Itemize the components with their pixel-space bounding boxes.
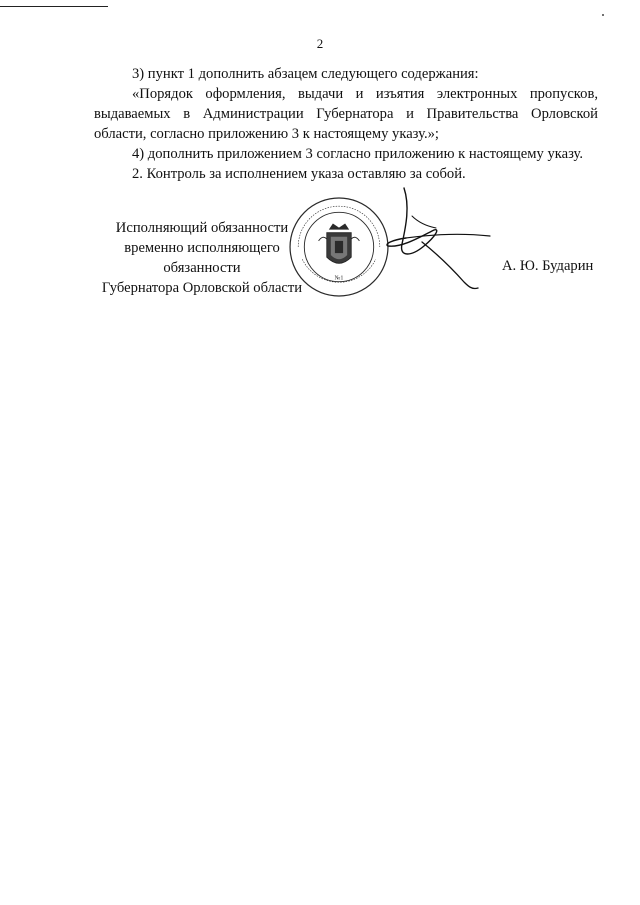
official-seal-stamp	[288, 196, 390, 298]
quoted-paragraph-line-1: «Порядок оформления, выдачи и изъятия электронных пропусков,	[132, 86, 598, 102]
paragraph-control-clause: 2. Контроль за исполнением указа оставляю за собой.	[132, 166, 466, 182]
quoted-paragraph-line-3: области, согласно приложению 3 к настоящему указу.»;	[94, 126, 439, 142]
signatory-position-line-2: временно исполняющего обязанности	[124, 240, 280, 276]
paragraph-item-3: 3) пункт 1 дополнить абзацем следующего содержания:	[132, 66, 479, 82]
signatory-name: А. Ю. Бударин	[502, 258, 594, 274]
signatory-position-line-1: Исполняющий обязанности	[115, 220, 289, 236]
handwritten-signature	[382, 186, 494, 292]
quoted-paragraph-line-2: выдаваемых в Администрации Губернатора и Правительства Орловской	[94, 106, 598, 122]
document-body	[94, 64, 598, 184]
coat-of-arms-icon	[319, 224, 360, 264]
signatory-position-line-3: Губернатора Орловской области	[101, 280, 303, 296]
header-rule	[0, 6, 108, 7]
paragraph-item-4: 4) дополнить приложением 3 согласно приложению к настоящему указу.	[132, 146, 584, 162]
signatory-position	[92, 218, 312, 298]
svg-text:№1: №1	[334, 275, 344, 282]
scan-speck	[602, 14, 604, 16]
page-number: 2	[316, 36, 324, 51]
